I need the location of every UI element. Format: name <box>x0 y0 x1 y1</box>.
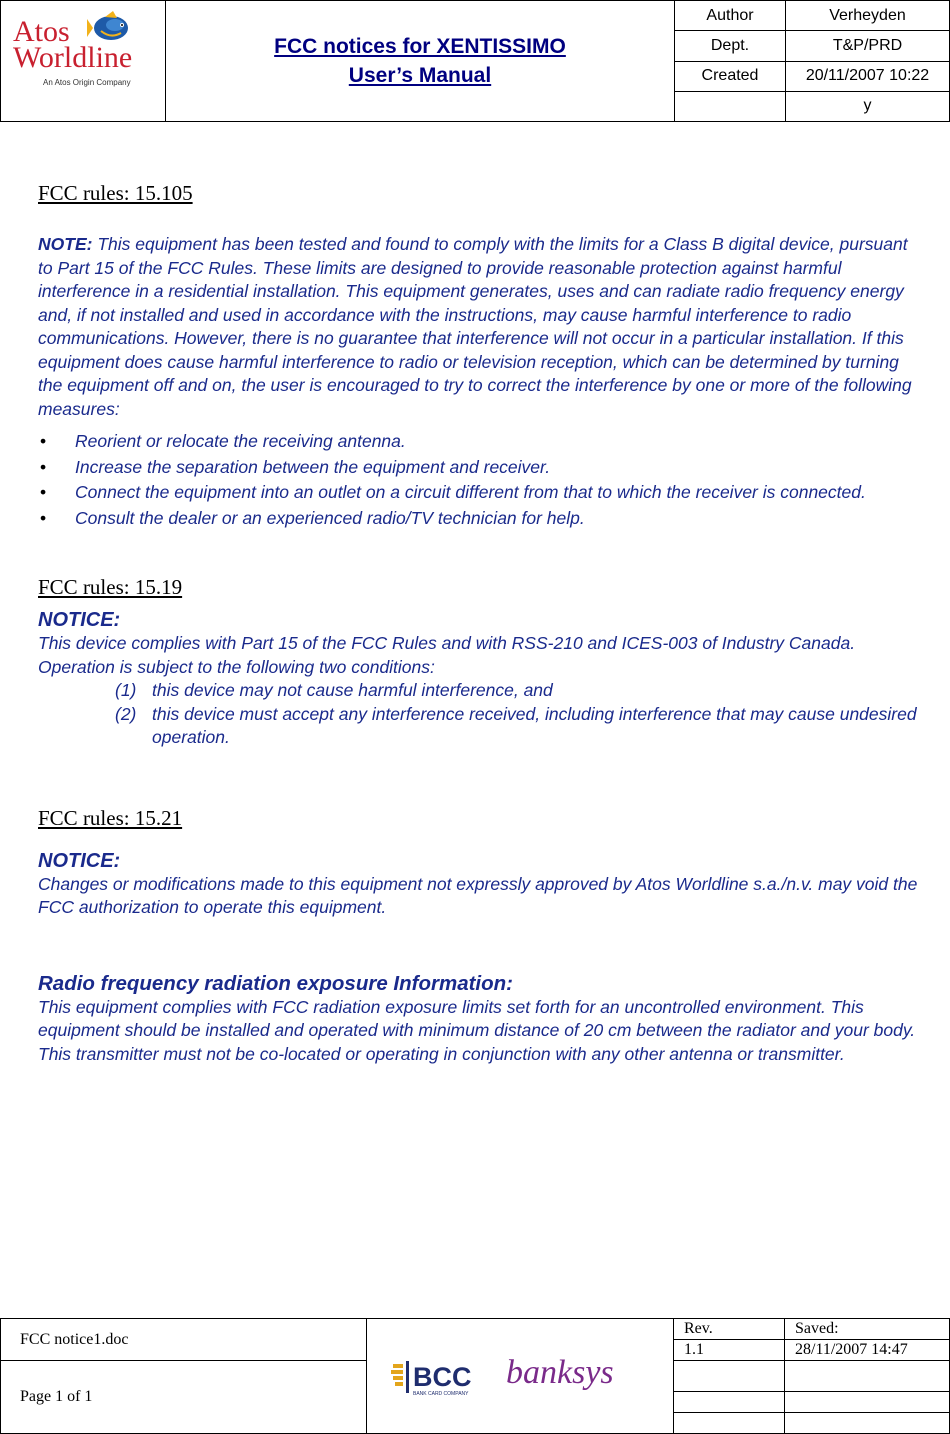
banksys-wordmark: banksys <box>506 1354 614 1391</box>
rev-label: Rev. <box>674 1319 785 1340</box>
meta-label: Created <box>675 61 786 91</box>
document-header <box>0 0 950 122</box>
saved-label: Saved: <box>785 1319 950 1340</box>
bcc-wordmark: BCC <box>413 1362 472 1392</box>
condition-text: this device may not cause harmful interference, and <box>152 680 553 700</box>
rf-exposure-heading: Radio frequency radiation exposure Information: <box>38 971 513 995</box>
empty-cell <box>785 1392 950 1413</box>
empty-cell <box>785 1361 950 1392</box>
title-cell <box>166 1 675 122</box>
logo-word-worldline: Worldline <box>13 41 133 74</box>
notice-heading: NOTICE: <box>38 849 121 872</box>
list-item: • Increase the separation between the equipment and receiver. <box>38 456 918 480</box>
footer-page-number: Page 1 of 1 <box>1 1361 367 1434</box>
saved-value: 28/11/2007 14:47 <box>785 1340 950 1361</box>
bcc-logo <box>391 1361 472 1397</box>
document-footer <box>0 1318 950 1434</box>
meta-label <box>675 91 786 121</box>
meta-label: Dept. <box>675 31 786 61</box>
note-label: NOTE: <box>38 234 93 254</box>
measures-list <box>38 430 918 530</box>
compliance-text: This device complies with Part 15 of the FCC Rules and with RSS-210 and ICES-003 of Industry Canada. <box>38 633 856 653</box>
conditions-intro: Operation is subject to the following two conditions: <box>38 656 435 677</box>
section-title-15-105: FCC rules: 15.105 <box>38 181 193 205</box>
logo-tagline: An Atos Origin Company <box>43 78 131 87</box>
list-item: • Consult the dealer or an experienced radio/TV technician for help. <box>38 507 918 531</box>
section-title-15-19: FCC rules: 15.19 <box>38 575 183 599</box>
notice-heading: NOTICE: <box>38 609 121 631</box>
footer-filename: FCC notice1.doc <box>1 1319 367 1361</box>
empty-cell <box>785 1413 950 1434</box>
rf-exposure-text: This equipment complies with FCC radiation exposure limits set forth for an uncontrolled environment. This equipment should be installed and operated with minimum distance of 20 cm between the radiator and your body. <box>38 996 916 1040</box>
meta-value: y <box>786 91 950 121</box>
condition-item <box>38 679 918 703</box>
modifications-text: Changes or modifications made to this equipment not expressly approved by Atos Worldline s.a./n.v. may void the FCC authorization to operate this equipment. <box>38 873 918 917</box>
logo-cell <box>1 1 166 122</box>
section-title-15-21: FCC rules: 15.21 <box>38 805 183 830</box>
atos-worldline-logo <box>11 11 157 91</box>
document-title-line1: FCC notices for XENTISSIMO <box>274 35 566 58</box>
note-text: This equipment has been tested and found to comply with the limits for a Class B digital device, pursuant to Part 15 of the FCC Rules. These limits are designed to provide reasonable protection against harmful interference in a residential installation. This equipment generates, uses and can radiate radio frequency energy and, if not installed and used in accordance with the instructions, may cause harmful interference to radio communications. However, there is no guarantee that interference will not occur in a particular installation. If this equipment does cause harmful interference to radio or television reception, which can be determined by turning the equipment off and on, the user is encouraged to try to correct the interference by one or more of the following measures: <box>38 234 912 419</box>
list-item: • Connect the equipment into an outlet on a circuit different from that to which the receiver is connected. <box>38 481 918 505</box>
meta-label: Author <box>675 1 786 31</box>
meta-value: Verheyden <box>786 1 950 31</box>
list-item: • Reorient or relocate the receiving antenna. <box>38 430 918 454</box>
bcc-banksys-logos <box>367 1319 673 1428</box>
note-paragraph <box>38 233 918 421</box>
logo-word-atos: Atos <box>13 15 70 48</box>
fish-icon <box>87 11 135 45</box>
rev-value: 1.1 <box>674 1340 785 1361</box>
condition-number: (1) <box>115 680 137 700</box>
empty-cell <box>674 1361 785 1392</box>
meta-value: 20/11/2007 10:22 <box>786 61 950 91</box>
empty-cell <box>674 1392 785 1413</box>
co-location-text: This transmitter must not be co-located or operating in conjunction with any other antenna or transmitter. <box>38 1043 845 1064</box>
document-body <box>38 180 918 1066</box>
meta-value: T&P/PRD <box>786 31 950 61</box>
bcc-subtitle: BANK CARD COMPANY <box>413 1391 469 1397</box>
condition-item <box>38 703 918 750</box>
document-title-line2: User’s Manual <box>348 64 492 87</box>
empty-cell <box>674 1413 785 1434</box>
condition-text: this device must accept any interference received, including interference that may cause undesired operation. <box>152 703 917 747</box>
footer-logos-cell <box>367 1319 674 1434</box>
condition-number: (2) <box>115 703 137 724</box>
